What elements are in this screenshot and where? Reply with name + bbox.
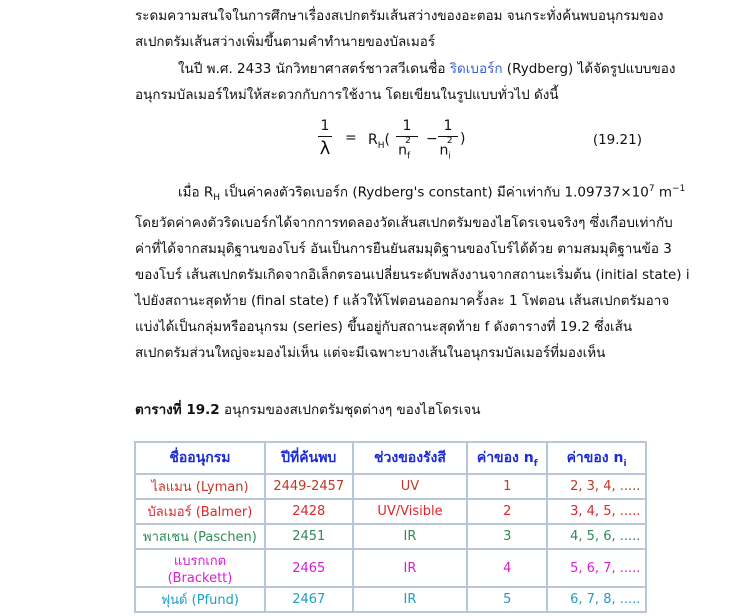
equals-sign: = bbox=[345, 130, 357, 146]
equation-number: (19.21) bbox=[592, 132, 642, 148]
paragraph-3-line-6: แบ่งได้เป็นกลุ่มหรืออนุกรม (series) ขึ้นอยู่กับสถานะสุดท้าย f ดังตารางที่ 19.2 ซึ่งเส้น bbox=[135, 319, 633, 335]
paragraph-2-line-2: อนุกรมบัลเมอร์ใหม่ให้สะดวกกับการใช้งาน โดยเขียนในรูปแบบทั่วไป ดังนี้ bbox=[135, 87, 559, 103]
table-caption-text: อนุกรมของสเปกตรัมชุดต่างๆ ของไฮโดรเจน bbox=[219, 402, 481, 418]
series-name-cell: บัลเมอร์ (Balmer) bbox=[135, 499, 265, 524]
header-range: ช่วงของรังสี bbox=[353, 442, 468, 474]
ni-cell: 5, 6, 7, ..... bbox=[547, 549, 646, 587]
paragraph-3-line-3: ค่าที่ได้จากสมมุติฐานของโบร์ อันเป็นการยืนยันสมมุติฐานของโบร์ได้ด้วย ตามสมมุติฐานข้อ 3 bbox=[135, 241, 672, 257]
paragraph-3-line-1: เมื่อ $R_H$ เป็นค่าคงตัวริดเบอร์ก (Rydberg's constant) มีค่าเท่ากับ $1.09737\times 10^7$ $m^{-1}$ bbox=[178, 184, 686, 204]
rydberg-constant-symbol: $R_H$( bbox=[368, 132, 390, 151]
paragraph-3-line-4: ของโบร์ เส้นสเปกตรัมเกิดจากอิเล็กตรอนเปลี่ยนระดับพลังงานจากสถานะเริ่มต้น (initial state) i bbox=[135, 267, 690, 283]
table-caption-label: ตารางที่ 19.2 bbox=[135, 402, 220, 418]
range-cell: IR bbox=[353, 524, 468, 549]
range-cell: IR bbox=[353, 549, 468, 587]
range-cell: IR bbox=[353, 587, 468, 612]
table-row bbox=[135, 499, 646, 524]
ni-cell: 2, 3, 4, ..... bbox=[547, 474, 646, 499]
term-1-fraction: 1 $n_f^2$ bbox=[396, 118, 418, 164]
nf-cell: 1 bbox=[467, 474, 547, 499]
header-ni: ค่าของ $n_i$ bbox=[547, 442, 646, 474]
table-row bbox=[135, 549, 646, 587]
nf-cell: 2 bbox=[467, 499, 547, 524]
rydberg-equation bbox=[300, 118, 680, 168]
header-series-name: ชื่ออนุกรม bbox=[135, 442, 265, 474]
paragraph-2-line-1 bbox=[178, 60, 675, 78]
rydberg-intro-tail: (Rydberg) ได้จัดรูปแบบของ bbox=[502, 61, 676, 77]
paragraph-3-line-5: ไปยังสถานะสุดท้าย (final state) f แล้วให้โฟตอนออกมาครั้งละ 1 โฟตอน เส้นสเปกตรัมอาจ bbox=[135, 293, 670, 309]
header-nf: ค่าของ $n_f$ bbox=[467, 442, 547, 474]
series-name-cell: แบรกเกต (Brackett) bbox=[135, 549, 265, 587]
ni-cell: 6, 7, 8, ..... bbox=[547, 587, 646, 612]
hydrogen-series-table bbox=[134, 441, 647, 613]
range-cell: UV/Visible bbox=[353, 499, 468, 524]
year-cell: 2451 bbox=[265, 524, 353, 549]
term-2-fraction: 1 $n_i^2$ bbox=[438, 118, 458, 164]
paragraph-3-line-2: โดยวัดค่าคงตัวริดเบอร์กได้จากการทดลองวัดเส้นสเปกตรัมของไฮโดรเจนจริงๆ ซึ่งเกือบเท่ากับ bbox=[135, 215, 673, 231]
series-name-cell: ฟุนด์ (Pfund) bbox=[135, 587, 265, 612]
year-cell: 2465 bbox=[265, 549, 353, 587]
range-cell: UV bbox=[353, 474, 468, 499]
nf-cell: 3 bbox=[467, 524, 547, 549]
nf-cell: 4 bbox=[467, 549, 547, 587]
table-header-row bbox=[135, 442, 646, 474]
paragraph-3-line-7: สเปกตรัมส่วนใหญ่จะมองไม่เห็น แต่จะมีเฉพาะบางเส้นในอนุกรมบัลเมอร์ที่มองเห็น bbox=[135, 345, 606, 361]
paragraph-1-line-1: ระดมความสนใจในการศึกษาเรื่องสเปกตรัมเส้นสว่างของอะตอม จนกระทั่งค้นพบอนุกรมของ bbox=[135, 8, 664, 24]
nf-cell: 5 bbox=[467, 587, 547, 612]
rydberg-link[interactable]: ริดเบอร์ก bbox=[449, 61, 503, 77]
year-cell: 2428 bbox=[265, 499, 353, 524]
rydberg-intro-text: ในปี พ.ศ. 2433 นักวิทยาศาสตร์ชาวสวีเดนชื่อ bbox=[178, 61, 450, 77]
ni-cell: 3, 4, 5, ..... bbox=[547, 499, 646, 524]
table-row bbox=[135, 587, 646, 612]
ni-cell: 4, 5, 6, ..... bbox=[547, 524, 646, 549]
table-caption bbox=[135, 398, 480, 420]
year-cell: 2467 bbox=[265, 587, 353, 612]
lhs-numerator: 1 bbox=[320, 118, 330, 134]
lhs-fraction bbox=[318, 118, 332, 159]
table-row bbox=[135, 524, 646, 549]
series-name-cell: พาสเชน (Paschen) bbox=[135, 524, 265, 549]
paragraph-1-line-2: สเปกตรัมเส้นสว่างเพิ่มขึ้นตามคำทำนายของบัลเมอร์ bbox=[135, 34, 436, 50]
lhs-denominator: λ bbox=[319, 138, 331, 159]
minus-sign: − bbox=[426, 131, 438, 147]
close-paren: ) bbox=[460, 131, 466, 147]
year-cell: 2449-2457 bbox=[265, 474, 353, 499]
series-name-cell: ไลแมน (Lyman) bbox=[135, 474, 265, 499]
header-year: ปีที่ค้นพบ bbox=[265, 442, 353, 474]
table-row bbox=[135, 474, 646, 499]
